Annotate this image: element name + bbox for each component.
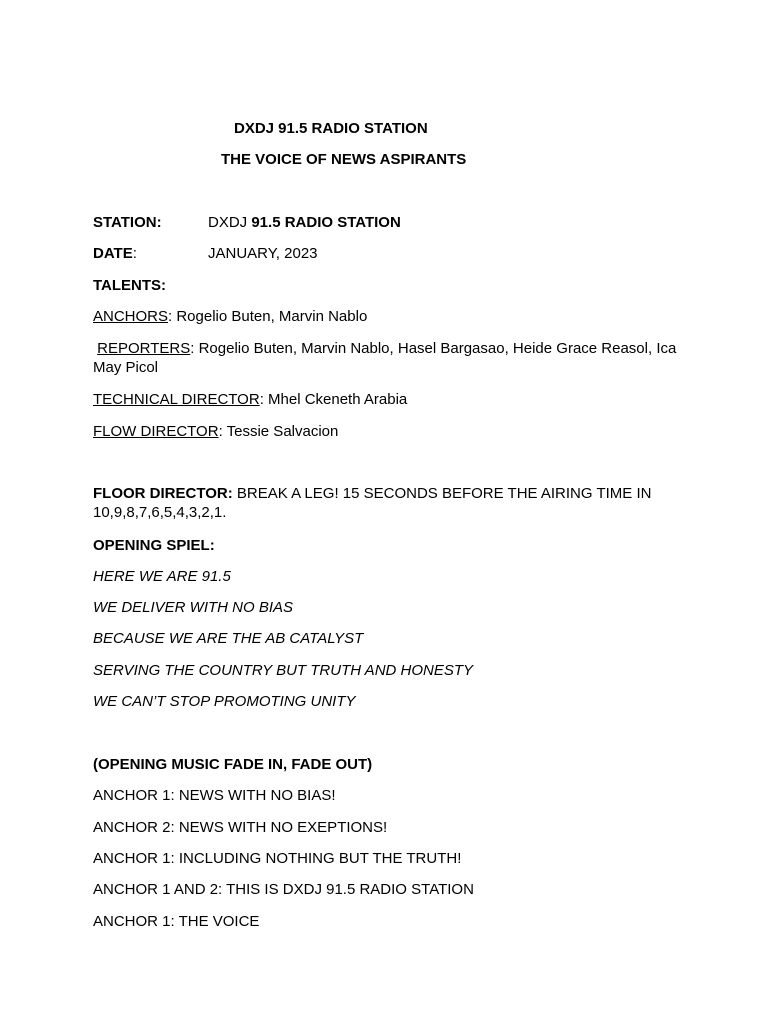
reporters-row (93, 339, 693, 377)
flow-director-label: FLOW DIRECTOR (93, 423, 219, 440)
script-line: ANCHOR 1: THE VOICE (93, 913, 260, 930)
script-line: ANCHOR 1 AND 2: THIS IS DXDJ 91.5 RADIO STATION (93, 881, 474, 898)
spiel-line: WE CAN’T STOP PROMOTING UNITY (93, 693, 356, 710)
technical-director-row (93, 390, 407, 409)
opening-spiel-label: OPENING SPIEL: (93, 537, 215, 554)
technical-director-value: : Mhel Ckeneth Arabia (259, 391, 408, 408)
spiel-line: WE DELIVER WITH NO BIAS (93, 599, 294, 616)
music-cue: (OPENING MUSIC FADE IN, FADE OUT) (93, 756, 373, 773)
station-name: 91.5 RADIO STATION (251, 214, 401, 231)
station-title: DXDJ 91.5 RADIO STATION (234, 120, 428, 137)
technical-director-label: TECHNICAL DIRECTOR (93, 391, 260, 408)
script-line: ANCHOR 2: NEWS WITH NO EXEPTIONS! (93, 819, 388, 836)
flow-director-value: : Tessie Salvacion (218, 423, 339, 440)
date-colon: : (132, 245, 137, 262)
anchors-value: : Rogelio Buten, Marvin Nablo (168, 308, 368, 325)
tagline: THE VOICE OF NEWS ASPIRANTS (221, 151, 467, 168)
spiel-line: HERE WE ARE 91.5 (93, 568, 231, 585)
date-label: DATE (93, 245, 133, 262)
talents-label: TALENTS: (93, 277, 167, 294)
anchors-label: ANCHORS (93, 308, 169, 325)
flow-director-row (93, 422, 338, 441)
reporters-value: : Rogelio Buten, Marvin Nablo, Hasel Bargasao, Heide Grace Reasol, Ica May Picol (93, 340, 677, 376)
date-label-wrap (93, 244, 137, 263)
station-label: STATION: (93, 214, 162, 231)
floor-director-label: FLOOR DIRECTOR: (93, 485, 233, 502)
station-value (208, 213, 401, 232)
spiel-line: SERVING THE COUNTRY BUT TRUTH AND HONESTY (93, 662, 474, 679)
anchors-row (93, 307, 367, 326)
date-value: JANUARY, 2023 (208, 245, 318, 262)
script-line: ANCHOR 1: NEWS WITH NO BIAS! (93, 787, 336, 804)
floor-director-row (93, 484, 683, 522)
reporters-label: REPORTERS (97, 340, 191, 357)
station-prefix: DXDJ (208, 214, 252, 231)
spiel-line: BECAUSE WE ARE THE AB CATALYST (93, 630, 364, 647)
floor-director-value: BREAK A LEG! 15 SECONDS BEFORE THE AIRING TIME IN 10,9,8,7,6,5,4,3,2,1. (93, 485, 652, 521)
script-line: ANCHOR 1: INCLUDING NOTHING BUT THE TRUTH! (93, 850, 462, 867)
